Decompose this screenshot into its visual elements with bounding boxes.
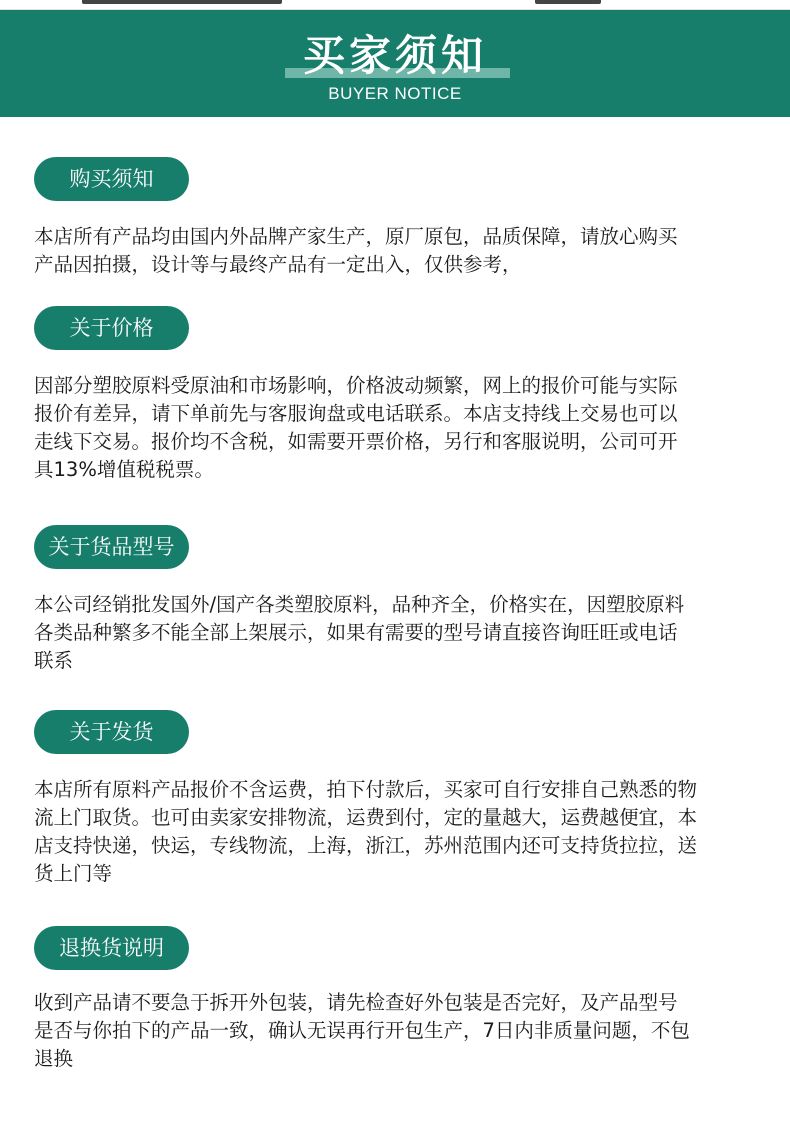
body-line: 走线下交易。报价均不含税，如需要开票价格，另行和客服说明，公司可开 (34, 430, 678, 453)
cropped-top-strip (0, 0, 790, 10)
section-heading-returns: 退换货说明 (34, 926, 189, 970)
section-heading-purchase-notice: 购买须知 (34, 157, 189, 201)
body-line: 是否与你拍下的产品一致，确认无误再行开包生产，7日内非质量问题，不包 (34, 1019, 690, 1042)
body-line: 报价有差异，请下单前先与客服询盘或电话联系。本店支持线上交易也可以 (34, 402, 678, 425)
body-line: 具13%增值税税票。 (34, 458, 214, 481)
body-line: 本店所有原料产品报价不含运费，拍下付款后，买家可自行安排自己熟悉的物 (34, 778, 698, 801)
body-line: 因部分塑胶原料受原油和市场影响，价格波动频繁，网上的报价可能与实际 (34, 374, 678, 397)
section-body-pricing (34, 372, 756, 484)
section-body-shipping (34, 776, 756, 888)
body-line: 货上门等 (34, 862, 113, 885)
body-line: 流上门取货。也可由卖家安排物流，运费到付，定的量越大，运费越便宜，本 (34, 806, 698, 829)
body-line: 联系 (34, 649, 74, 672)
body-line: 退换 (34, 1047, 74, 1070)
section-body-returns (34, 989, 756, 1073)
buyer-notice-banner (0, 10, 790, 117)
body-line: 本公司经销批发国外/国产各类塑胶原料，品种齐全，价格实在，因塑胶原料 (34, 593, 685, 616)
body-line: 店支持快递，快运，专线物流，上海，浙江，苏州范围内还可支持货拉拉，送 (34, 834, 698, 857)
section-heading-pricing: 关于价格 (34, 306, 189, 350)
section-heading-product-models: 关于货品型号 (34, 525, 189, 569)
body-line: 收到产品请不要急于拆开外包装，请先检查好外包装是否完好，及产品型号 (34, 991, 678, 1014)
body-line: 各类品种繁多不能全部上架展示，如果有需要的型号请直接咨询旺旺或电话 (34, 621, 678, 644)
section-heading-shipping: 关于发货 (34, 710, 189, 754)
body-line: 产品因拍摄，设计等与最终产品有一定出入，仅供参考， (34, 253, 522, 276)
section-body-product-models (34, 591, 756, 675)
section-body-purchase-notice (34, 223, 756, 279)
body-line: 本店所有产品均由国内外品牌产家生产，原厂原包，品质保障，请放心购买 (34, 225, 678, 248)
page-title: 买家须知 (302, 31, 487, 80)
page-subtitle: BUYER NOTICE (328, 84, 462, 103)
